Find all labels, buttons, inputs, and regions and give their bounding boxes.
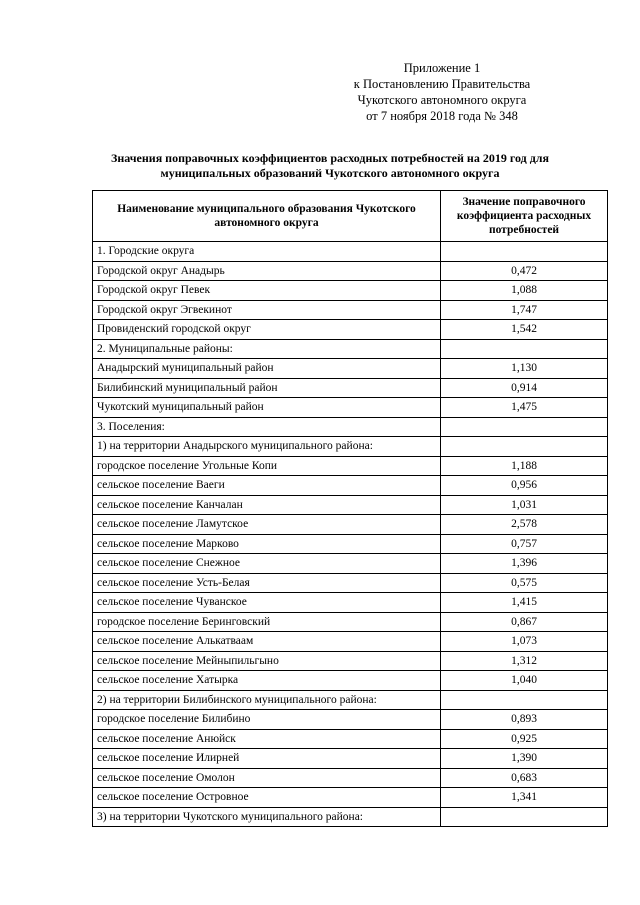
table-row: [93, 729, 608, 749]
document-title: [60, 151, 600, 181]
row-value: 0,867: [441, 612, 608, 632]
table-row: [93, 359, 608, 379]
row-value: 1,312: [441, 651, 608, 671]
row-name: сельское поселение Островное: [93, 788, 441, 808]
row-name: городское поселение Угольные Копи: [93, 456, 441, 476]
appendix-header: [312, 60, 572, 124]
row-name: 1) на территории Анадырского муниципального района:: [93, 437, 441, 457]
row-name: городское поселение Беринговский: [93, 612, 441, 632]
row-name: сельское поселение Илирней: [93, 749, 441, 769]
appendix-line-1: Приложение 1: [403, 61, 481, 75]
table-row: [93, 417, 608, 437]
row-value: 1,396: [441, 554, 608, 574]
table-row: [93, 320, 608, 340]
row-name: сельское поселение Усть-Белая: [93, 573, 441, 593]
row-value: 1,040: [441, 671, 608, 691]
table-row: [93, 398, 608, 418]
table-row: [93, 690, 608, 710]
row-value: 1,390: [441, 749, 608, 769]
appendix-line-2: к Постановлению Правительства: [353, 77, 531, 91]
table-body: [93, 242, 608, 827]
title-line-1: Значения поправочных коэффициентов расходных потребностей на 2019 год для: [111, 151, 549, 165]
row-value: [441, 807, 608, 827]
table-row: [93, 476, 608, 496]
table-row: [93, 515, 608, 535]
table-row: [93, 749, 608, 769]
row-name: 3. Поселения:: [93, 417, 441, 437]
row-value: 1,073: [441, 632, 608, 652]
row-name: 3) на территории Чукотского муниципального района:: [93, 807, 441, 827]
table-row: [93, 710, 608, 730]
header-name: Наименование муниципального образования Чукотского автономного округа: [93, 191, 441, 242]
row-value: 1,341: [441, 788, 608, 808]
row-value: 0,956: [441, 476, 608, 496]
row-name: Городской округ Анадырь: [93, 261, 441, 281]
row-value: 1,415: [441, 593, 608, 613]
row-value: [441, 417, 608, 437]
row-name: 1. Городские округа: [93, 242, 441, 262]
row-value: 1,542: [441, 320, 608, 340]
table-row: [93, 261, 608, 281]
row-value: [441, 339, 608, 359]
row-name: Городской округ Певек: [93, 281, 441, 301]
table-row: [93, 593, 608, 613]
table-row: [93, 573, 608, 593]
row-name: Чукотский муниципальный район: [93, 398, 441, 418]
table-header-row: [93, 191, 608, 242]
table-row: [93, 437, 608, 457]
row-name: 2. Муниципальные районы:: [93, 339, 441, 359]
row-name: сельское поселение Канчалан: [93, 495, 441, 515]
row-value: 0,575: [441, 573, 608, 593]
table-row: [93, 281, 608, 301]
row-name: сельское поселение Мейныпильгыно: [93, 651, 441, 671]
table-row: [93, 651, 608, 671]
row-value: 1,188: [441, 456, 608, 476]
table-row: [93, 456, 608, 476]
table-row: [93, 788, 608, 808]
table-row: [93, 378, 608, 398]
table-row: [93, 242, 608, 262]
row-name: Анадырский муниципальный район: [93, 359, 441, 379]
row-name: сельское поселение Ламутское: [93, 515, 441, 535]
row-name: сельское поселение Омолон: [93, 768, 441, 788]
row-value: 0,893: [441, 710, 608, 730]
row-name: сельское поселение Снежное: [93, 554, 441, 574]
row-value: 0,683: [441, 768, 608, 788]
table-row: [93, 495, 608, 515]
row-name: сельское поселение Чуванское: [93, 593, 441, 613]
table-row: [93, 632, 608, 652]
table-row: [93, 768, 608, 788]
row-name: сельское поселение Ваеги: [93, 476, 441, 496]
row-name: городское поселение Билибино: [93, 710, 441, 730]
appendix-line-4: от 7 ноября 2018 года № 348: [366, 109, 518, 123]
row-value: [441, 242, 608, 262]
row-value: 2,578: [441, 515, 608, 535]
row-value: 1,130: [441, 359, 608, 379]
row-value: 0,472: [441, 261, 608, 281]
table-row: [93, 534, 608, 554]
row-value: 1,088: [441, 281, 608, 301]
row-value: 1,747: [441, 300, 608, 320]
row-name: сельское поселение Хатырка: [93, 671, 441, 691]
row-value: 0,757: [441, 534, 608, 554]
table-row: [93, 554, 608, 574]
title-line-2: муниципальных образований Чукотского автономного округа: [160, 166, 500, 180]
row-value: 0,925: [441, 729, 608, 749]
row-name: сельское поселение Анюйск: [93, 729, 441, 749]
row-value: 0,914: [441, 378, 608, 398]
coefficients-table: [92, 190, 608, 827]
row-value: 1,475: [441, 398, 608, 418]
row-name: 2) на территории Билибинского муниципального района:: [93, 690, 441, 710]
table-row: [93, 671, 608, 691]
table-row: [93, 300, 608, 320]
row-value: 1,031: [441, 495, 608, 515]
row-name: Провиденский городской округ: [93, 320, 441, 340]
row-name: Городской округ Эгвекинот: [93, 300, 441, 320]
row-value: [441, 437, 608, 457]
row-name: Билибинский муниципальный район: [93, 378, 441, 398]
table-row: [93, 612, 608, 632]
appendix-line-3: Чукотского автономного округа: [357, 93, 527, 107]
table-row: [93, 807, 608, 827]
row-name: сельское поселение Марково: [93, 534, 441, 554]
table-row: [93, 339, 608, 359]
row-value: [441, 690, 608, 710]
row-name: сельское поселение Алькатваам: [93, 632, 441, 652]
header-value: Значение поправочного коэффициента расходных потребностей: [441, 191, 608, 242]
